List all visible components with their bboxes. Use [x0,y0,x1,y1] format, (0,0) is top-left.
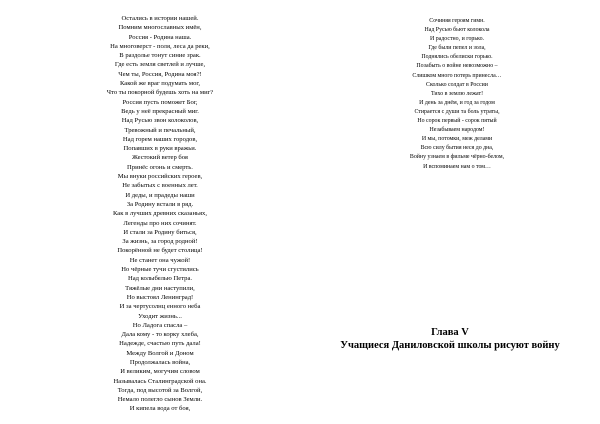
poem-line: И вспоминаем нам о том… [423,163,491,170]
chapter-number: Глава V [431,327,469,338]
poem-line: Над колыбелью Петра. [127,275,193,283]
poem-line: Продолжалась война, [129,358,191,366]
left-page-poem [60,14,260,414]
poem-line: Но сорок первый - сорок пятый [417,118,497,125]
poem-line: Мы внуки российских героев, [117,173,203,181]
poem-line: В раздолье тонут синие зрак. [119,52,201,60]
poem-line: За жизнь, за город родной! [122,238,198,246]
chapter-heading [300,326,600,352]
poem-line: Покорённой не будет столица! [117,247,203,255]
poem-line: И кипела вода от боя, [129,405,191,413]
right-page-poem [372,17,542,172]
poem-line: Дала кому - то корку хлеба, [121,331,199,339]
poem-line: Принёс огонь и смерть. [127,163,193,171]
poem-line: Где есть земля светлей и лучше, [114,61,206,69]
poem-line: Россия пусть поможет Бог, [122,98,198,106]
poem-line: И за чертусолнц енного неба [119,303,201,311]
poem-line: Но Ладога спасла – [132,321,188,329]
poem-line: Помним многославных имён, [118,24,202,32]
poem-line: И деды, и прадеды наши [125,191,195,199]
poem-line: Над Русью бьют колокола [424,27,490,34]
poem-line: И великим, могучим словом [120,368,200,376]
poem-line: Над горем наших городов, [122,135,198,143]
poem-line: Надежде, счастью путь дала! [119,340,201,348]
poem-line: И день за днём, и год за годом [419,99,495,106]
poem-line: Уходит жизнь... [138,312,182,320]
poem-line: Ведь у неё прекрасный миг. [121,107,199,115]
poem-line: Стирается с души та боль утраты, [414,108,500,115]
poem-line: Тяжёлые дни наступили, [125,284,195,292]
poem-line: Где были пепел и зола, [428,45,486,52]
poem-line: Легенды про них сочинят. [123,219,197,227]
poem-line: Чем ты, Россия, Родина моя?! [118,70,202,78]
poem-line: Немало полегло сынов Земли. [117,396,203,404]
poem-line: Войну узнаем в фильме чёрно-белом, [409,154,505,161]
poem-line: Но чёрные тучи сгустились [121,266,199,274]
poem-line: Тихо в землю лежат! [430,90,484,97]
poem-line: Называлась Сталинградской она. [113,377,207,385]
poem-line: Но выстоял Ленинград! [126,293,194,301]
poem-line: И радостно, и горько. [429,36,485,43]
poem-line: Незабываем народом! [429,127,485,134]
poem-line: Слишком много потерь принесла… [412,72,502,79]
poem-line: Сочиняя героям гимн. [429,18,485,24]
chapter-title: Учащиеся Даниловской школы рисуют войну [340,340,560,351]
poem-line: Поднялись обелиски горько. [421,54,493,61]
poem-line: И стали за Родину биться, [123,228,197,236]
poem-line: Позабыть о войне невозможно – [416,63,498,70]
poem-line: Всю силу бытия неся до дна, [420,145,494,152]
poem-line: Сколько солдат в России [426,81,488,88]
poem-line: Не забытых с военных лет. [122,182,198,190]
poem-line: Между Волгой и Доном [126,349,194,357]
poem-line: Как в лучших древних сказаньях, [112,210,207,218]
poem-line: За Родину встали в ряд. [126,200,194,208]
poem-line: Попавших в руки вражьи. [123,145,197,153]
poem-line: Россия - Родина наша. [128,33,192,41]
poem-line: И мы, потомки, меж делами [421,136,493,143]
poem-line: Остались в истории нашей. [121,15,199,22]
poem-line: Тогда, под высотой за Волгой, [117,386,203,394]
poem-line: Что ты покорной будешь хоть на миг? [106,89,214,97]
poem-line: На многоверст - поля, леса да реки, [110,42,210,50]
poem-line: Какой же враг подумать мог, [119,80,200,88]
poem-line: Жестокий ветер боя [132,154,188,162]
poem-line: Тревожный и печальный, [124,126,196,134]
poem-line: Не станет она чужой! [129,256,191,264]
poem-line: Над Русью звон колоколов, [121,117,199,125]
